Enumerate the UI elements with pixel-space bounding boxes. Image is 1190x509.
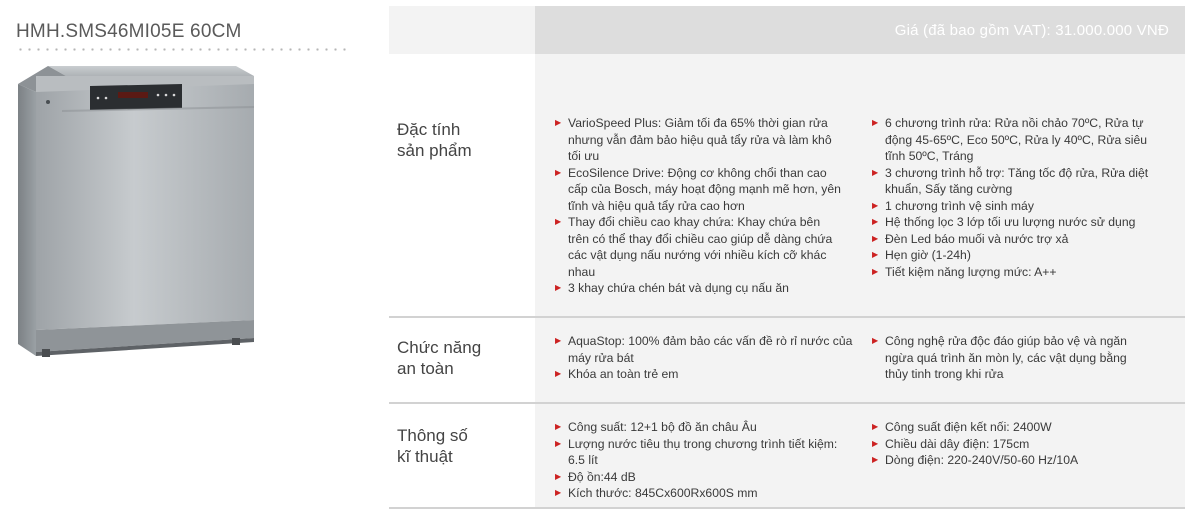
- specs-body: [535, 404, 1185, 507]
- bullet-icon: ▶: [872, 455, 879, 464]
- list-item-text: Công suất điện kết nối: 2400W: [885, 420, 1052, 434]
- list-item: [870, 452, 1152, 469]
- bullet-icon: ▶: [555, 167, 562, 177]
- list-item: [553, 280, 843, 297]
- specs-list-2: [870, 419, 1152, 469]
- list-item-text: Khóa an toàn trẻ em: [568, 367, 679, 381]
- safety-body: [535, 318, 1185, 402]
- bullet-icon: ▶: [872, 217, 879, 226]
- safety-row: [389, 318, 1185, 404]
- safety-label-line1: Chức năng: [397, 338, 482, 357]
- list-item-text: VarioSpeed Plus: Giảm tối đa 65% thời gian rửa nhưng vẫn đảm bảo hiệu quả tẩy rửa và làm khô tối ưu: [568, 116, 832, 163]
- spec-table: [389, 6, 1185, 509]
- bullet-icon: ▶: [555, 369, 562, 378]
- list-item-text: Chiều dài dây điện: 175cm: [885, 436, 1030, 451]
- list-item-text: EcoSilence Drive: Động cơ không chổi than cao cấp của Bosch, máy hoạt động mạnh mẽ hơn, yên tĩnh và hiệu quả tẩy rửa cao hơn: [568, 165, 841, 213]
- dishwasher-image: [18, 62, 258, 362]
- product-title: HMH.SMS46MI05E 60CM: [16, 21, 242, 42]
- list-item: [553, 165, 843, 215]
- bullet-icon: ▶: [555, 217, 562, 226]
- bullet-icon: ▶: [872, 266, 879, 276]
- specs-row: [389, 404, 1185, 509]
- features-label: [389, 54, 535, 316]
- features-col-1: [535, 54, 860, 316]
- list-item: [870, 115, 1152, 165]
- features-label-line2: sản phẩm: [397, 141, 472, 160]
- features-list-1: [553, 115, 843, 297]
- list-item: [870, 231, 1152, 248]
- list-item-text: Thay đổi chiều cao khay chứa: Khay chứa bên trên có thể thay đổi chiều cao giúp dễ dàng chứa các vật dụng nấu nướng với nhiều kích cỡ khác nhau: [568, 215, 833, 279]
- bullet-icon: ▶: [872, 118, 879, 127]
- features-body: [535, 54, 1185, 316]
- specs-list-1: [553, 419, 843, 502]
- list-item-text: 3 chương trình hỗ trợ: Tăng tốc độ rửa, Rửa diệt khuẩn, Sấy tăng cường: [885, 165, 1149, 196]
- safety-label-line2: an toàn: [397, 359, 454, 378]
- safety-col-2: [860, 318, 1185, 402]
- specs-label-line1: Thông số: [397, 426, 468, 445]
- bullet-icon: ▶: [555, 118, 562, 127]
- bullet-icon: ▶: [555, 283, 562, 292]
- list-item: [553, 366, 853, 383]
- list-item: [870, 198, 1152, 215]
- list-item: [870, 214, 1152, 231]
- list-item: [870, 264, 1152, 281]
- list-item: [870, 436, 1152, 453]
- bullet-icon: ▶: [555, 471, 562, 481]
- list-item-text: Dòng điện: 220-240V/50-60 Hz/10A: [885, 453, 1079, 467]
- list-item: [870, 333, 1152, 383]
- bullet-icon: ▶: [872, 438, 879, 448]
- bullet-icon: ▶: [555, 438, 562, 448]
- specs-col-1: [535, 404, 860, 507]
- features-col-2: [860, 54, 1185, 316]
- specs-label: [389, 404, 535, 507]
- bullet-icon: ▶: [872, 200, 879, 210]
- list-item-text: Độ ồn:44 dB: [568, 469, 636, 484]
- list-item-text: 3 khay chứa chén bát và dụng cụ nấu ăn: [568, 281, 789, 295]
- bullet-icon: ▶: [872, 233, 879, 243]
- price-label: Giá (đã bao gồm VAT): 31.000.000 VNĐ: [535, 6, 1185, 54]
- list-item: [870, 165, 1152, 198]
- list-item-text: 1 chương trình vệ sinh máy: [885, 198, 1034, 213]
- list-item: [553, 214, 843, 280]
- list-item: [553, 436, 843, 469]
- safety-list-2: [870, 333, 1152, 383]
- list-item: [553, 333, 853, 366]
- list-item: [553, 115, 843, 165]
- safety-col-1: [535, 318, 860, 402]
- features-label-line1: Đặc tính: [397, 120, 461, 139]
- features-row: [389, 54, 1185, 318]
- list-item-text: Công suất: 12+1 bộ đồ ăn châu Âu: [568, 420, 757, 434]
- specs-label-line2: kĩ thuật: [397, 447, 453, 466]
- list-item-text: Lượng nước tiêu thụ trong chương trình tiết kiệm: 6.5 lít: [568, 436, 838, 467]
- bullet-icon: ▶: [872, 422, 879, 431]
- list-item-text: Đèn Led báo muối và nước trợ xả: [885, 231, 1069, 246]
- dotted-divider: [16, 48, 350, 51]
- list-item: [553, 469, 843, 486]
- bullet-icon: ▶: [872, 336, 879, 345]
- safety-list-1: [553, 333, 853, 383]
- bullet-icon: ▶: [555, 422, 562, 431]
- list-item: [553, 485, 843, 502]
- list-item-text: Kích thước: 845Cx600Rx600S mm: [568, 486, 758, 500]
- bullet-icon: ▶: [872, 167, 879, 177]
- bullet-icon: ▶: [872, 250, 879, 259]
- list-item-text: Hẹn giờ (1-24h): [885, 248, 971, 262]
- safety-label: [389, 318, 535, 402]
- list-item: [870, 419, 1152, 436]
- price-row: [389, 6, 1185, 54]
- list-item-text: Công nghệ rửa độc đáo giúp bảo vệ và ngăn ngừa quá trình ăn mòn ly, các vật dụng bằng thủy tinh trong khi rửa: [885, 334, 1127, 381]
- list-item-text: Hệ thống lọc 3 lớp tối ưu lượng nước sử dụng: [885, 215, 1136, 229]
- bullet-icon: ▶: [555, 488, 562, 497]
- list-item-text: Tiết kiệm năng lượng mức: A++: [885, 264, 1057, 279]
- specs-col-2: [860, 404, 1185, 507]
- list-item-text: AquaStop: 100% đảm bảo các vấn đề rò rỉ nước của máy rửa bát: [568, 334, 853, 365]
- price-row-spacer: [389, 6, 535, 54]
- list-item: [553, 419, 843, 436]
- features-list-2: [870, 115, 1152, 280]
- list-item: [870, 247, 1152, 264]
- list-item-text: 6 chương trình rửa: Rửa nồi chảo 70ºC, Rửa tự động 45-65ºC, Eco 50ºC, Rửa ly 40ºC, Rửa siêu tĩnh 50ºC, Tráng: [885, 116, 1148, 163]
- bullet-icon: ▶: [555, 336, 562, 345]
